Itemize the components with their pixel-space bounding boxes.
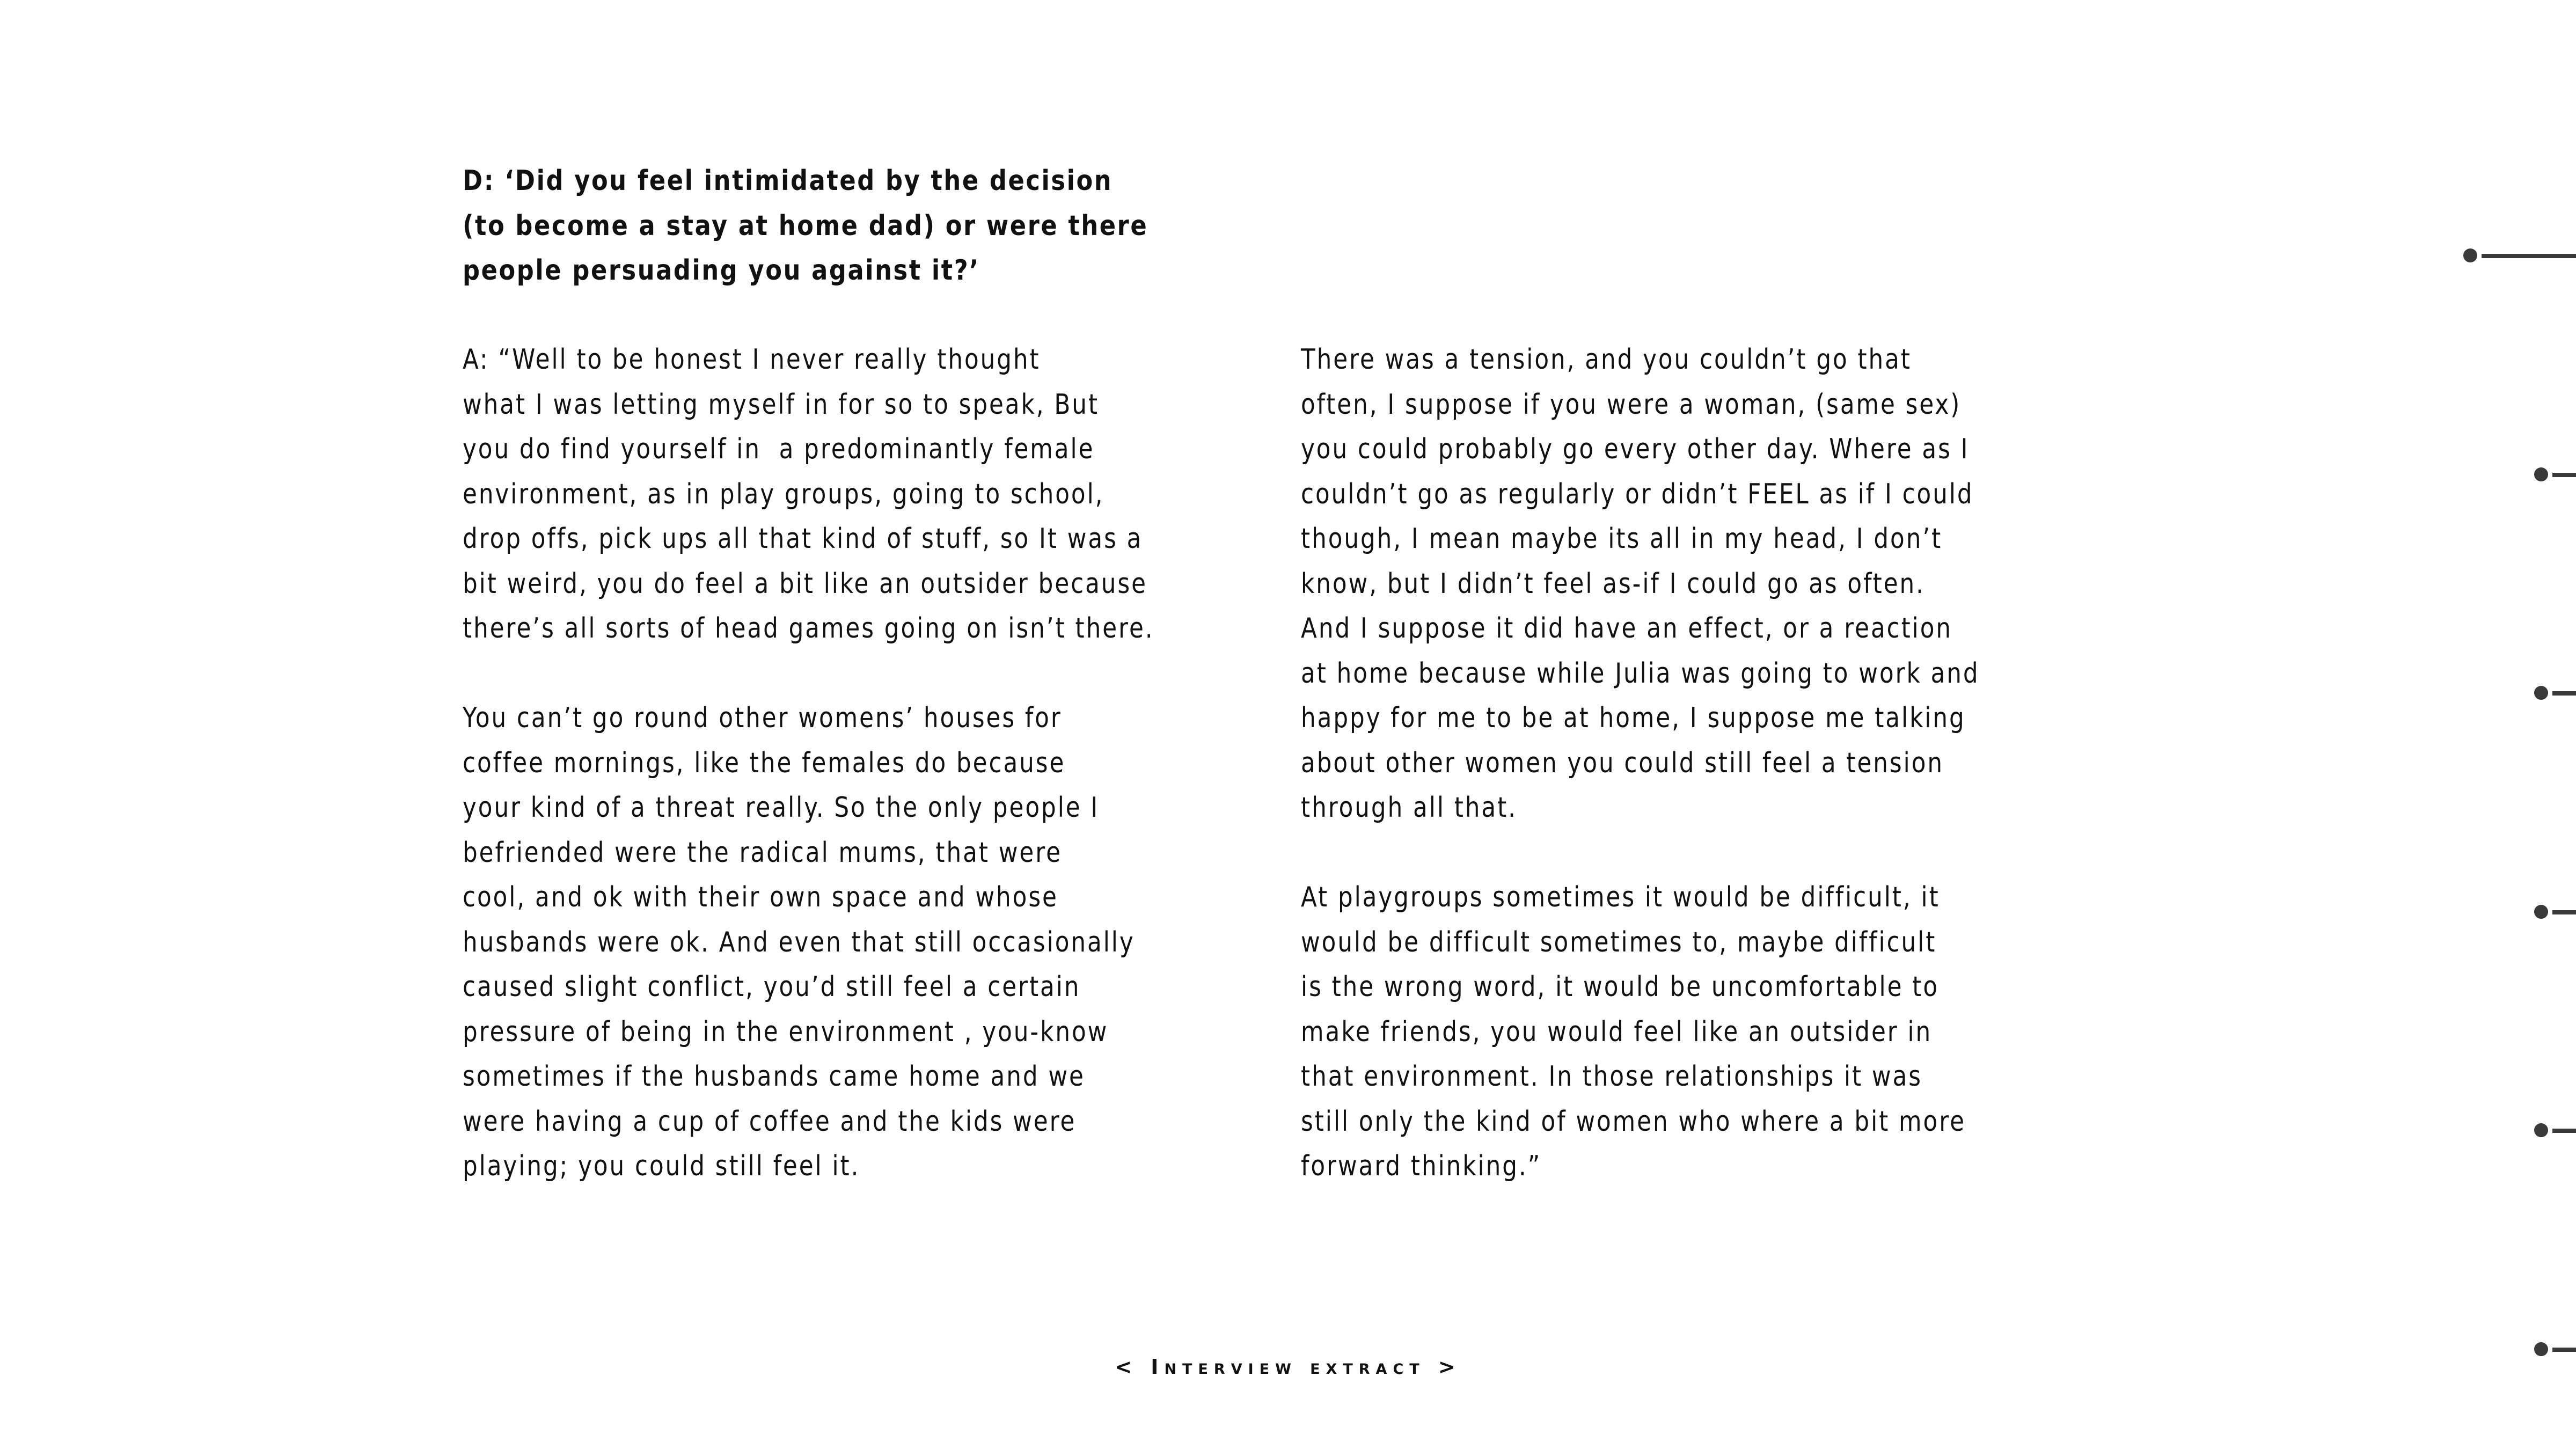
answer-line: know, but I didn’t feel as-if I could go as often. bbox=[1301, 567, 1925, 600]
answer-line: coffee mornings, like the females do because bbox=[463, 747, 1066, 779]
interview-extract-caption: < Interview extract > bbox=[1115, 1355, 1461, 1379]
answer-line: happy for me to be at home, I suppose me talking bbox=[1301, 702, 1966, 734]
answer-line: is the wrong word, it would be uncomfortable to bbox=[1301, 971, 1940, 1003]
answer-line: though, I mean maybe its all in my head, I don’t bbox=[1301, 523, 1943, 555]
timeline-dot-icon bbox=[2534, 1342, 2548, 1356]
question-line: people persuading you against it?’ bbox=[463, 254, 980, 287]
answer-line: were having a cup of coffee and the kids were bbox=[463, 1105, 1077, 1138]
answer-line: At playgroups sometimes it would be difficult, it bbox=[1301, 881, 1940, 913]
answer-line: You can’t go round other womens’ houses for bbox=[463, 702, 1062, 734]
timeline-marker-1[interactable] bbox=[2463, 254, 2576, 258]
answer-line: what I was letting myself in for so to speak, But bbox=[463, 388, 1099, 421]
answer-line: husbands were ok. And even that still occasionally bbox=[463, 926, 1135, 958]
question-line: (to become a stay at home dad) or were there bbox=[463, 209, 1148, 242]
answer-line: bit weird, you do feel a bit like an outsider because bbox=[463, 567, 1147, 600]
answer-line: drop offs, pick ups all that kind of stuff, so It was a bbox=[463, 523, 1143, 555]
timeline-dot-icon bbox=[2463, 248, 2477, 262]
answer-line: would be difficult sometimes to, maybe difficult bbox=[1301, 926, 1937, 958]
answer-line: often, I suppose if you were a woman, (same sex) bbox=[1301, 388, 1962, 421]
timeline-marker-3[interactable] bbox=[2534, 691, 2576, 696]
timeline-dot-icon bbox=[2534, 1123, 2548, 1137]
answer-line: couldn’t go as regularly or didn’t FEEL as if I could bbox=[1301, 478, 1974, 510]
answer-line: at home because while Julia was going to work and bbox=[1301, 657, 1980, 690]
paragraph-gap bbox=[463, 652, 1274, 697]
answer-line: sometimes if the husbands came home and we bbox=[463, 1060, 1085, 1093]
answer-line: through all that. bbox=[1301, 792, 1518, 824]
answer-line: about other women you could still feel a tension bbox=[1301, 747, 1944, 779]
answer-line: playing; you could still feel it. bbox=[463, 1150, 860, 1182]
timeline-bar bbox=[2552, 691, 2576, 696]
answer-line: environment, as in play groups, going to school, bbox=[463, 478, 1104, 510]
answer-line: cool, and ok with their own space and whose bbox=[463, 881, 1058, 913]
timeline-marker-4[interactable] bbox=[2534, 910, 2576, 914]
timeline-bar bbox=[2552, 1348, 2576, 1352]
answer-line: you do find yourself in a predominantly female bbox=[463, 433, 1095, 465]
answer-line: you could probably go every other day. Where as I bbox=[1301, 433, 1970, 465]
answer-line: make friends, you would feel like an outsider in bbox=[1301, 1015, 1933, 1048]
timeline-marker-5[interactable] bbox=[2534, 1129, 2576, 1133]
paragraph-gap bbox=[1301, 831, 2112, 876]
answer-line: There was a tension, and you couldn’t go that bbox=[1301, 343, 1912, 376]
answer-line: pressure of being in the environment , you-know bbox=[463, 1015, 1109, 1048]
answer-line: still only the kind of women who where a bit more bbox=[1301, 1105, 1966, 1138]
question-line: D: ‘Did you feel intimidated by the decision bbox=[463, 165, 1113, 197]
timeline-dot-icon bbox=[2534, 905, 2548, 919]
timeline-dot-icon bbox=[2534, 467, 2548, 481]
answer-left-column bbox=[463, 338, 1274, 1189]
timeline-dot-icon bbox=[2534, 686, 2548, 700]
answer-line: there’s all sorts of head games going on isn’t there. bbox=[463, 612, 1154, 645]
timeline-bar bbox=[2552, 910, 2576, 914]
answer-line: forward thinking.” bbox=[1301, 1150, 1542, 1182]
timeline-bar bbox=[2552, 1129, 2576, 1133]
answer-line: befriended were the radical mums, that were bbox=[463, 836, 1062, 869]
answer-right-column bbox=[1301, 338, 2112, 1189]
answer-line: caused slight conflict, you’d still feel a certain bbox=[463, 971, 1081, 1003]
timeline-marker-6[interactable] bbox=[2534, 1348, 2576, 1352]
answer-line: your kind of a threat really. So the only people I bbox=[463, 792, 1100, 824]
answer-line: that environment. In those relationships it was bbox=[1301, 1060, 1923, 1093]
interview-question bbox=[463, 159, 1201, 294]
answer-line: And I suppose it did have an effect, or a reaction bbox=[1301, 612, 1953, 645]
timeline-marker-2[interactable] bbox=[2534, 473, 2576, 477]
timeline-bar bbox=[2552, 473, 2576, 477]
timeline-bar bbox=[2482, 254, 2576, 258]
answer-line: A: “Well to be honest I never really thought bbox=[463, 343, 1041, 376]
